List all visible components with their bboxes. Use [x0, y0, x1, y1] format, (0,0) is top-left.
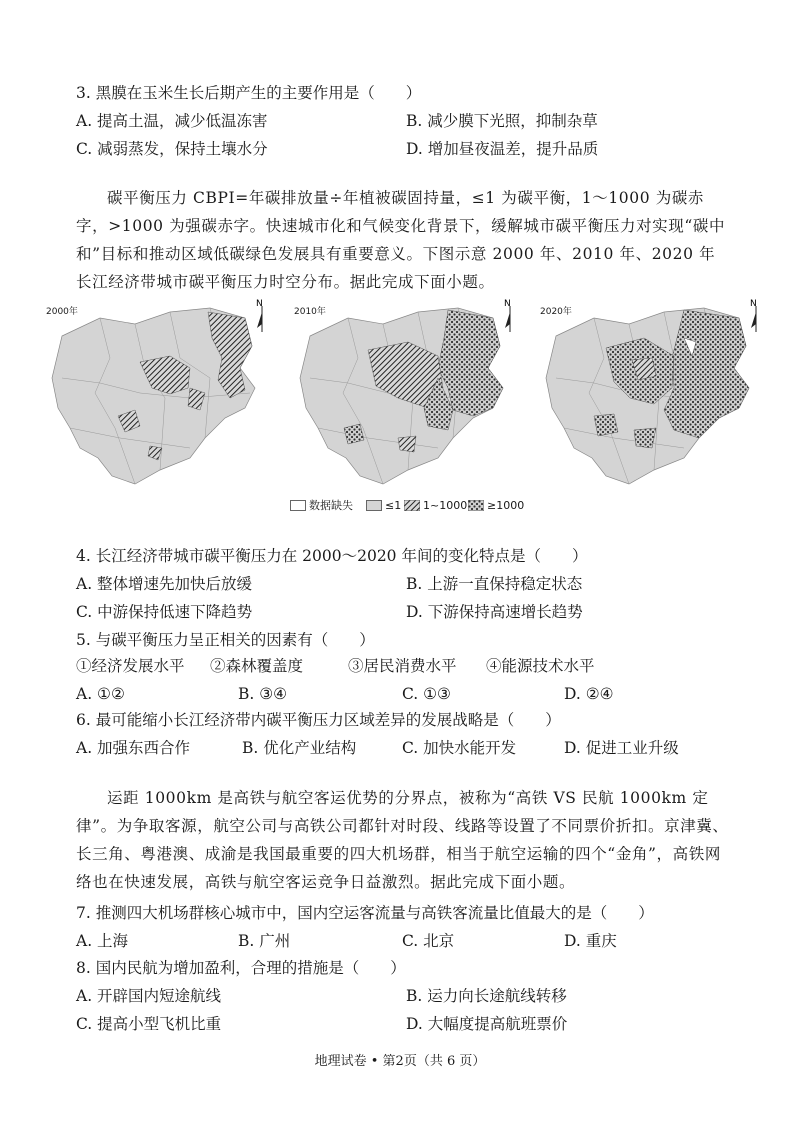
q3-stem: 3. 黑膜在玉米生长后期产生的主要作用是（ ） [76, 84, 422, 102]
q4-option-c[interactable]: C. 中游保持低速下降趋势 [76, 603, 253, 621]
q5-factor-1: ①经济发展水平 [76, 657, 185, 675]
legend-swatch-missing [290, 500, 306, 511]
q5-option-c[interactable]: C. ①③ [402, 685, 451, 703]
q5-option-d[interactable]: D. ②④ [564, 685, 614, 703]
q6-stem: 6. 最可能缩小长江经济带内碳平衡压力区域差异的发展战略是（ ） [76, 711, 561, 729]
legend-label-1-1000: 1~1000 [423, 498, 468, 512]
legend-label-missing: 数据缺失 [309, 499, 353, 512]
q8-option-a[interactable]: A. 开辟国内短途航线 [76, 987, 222, 1005]
q4-option-a[interactable]: A. 整体增速先加快后放缓 [76, 575, 253, 593]
map-2020-svg [534, 298, 770, 496]
q7-option-b[interactable]: B. 广州 [238, 932, 291, 950]
q5-stem: 5. 与碳平衡压力呈正相关的因素有（ ） [76, 631, 375, 649]
map-year-2020: 2020年 [540, 307, 572, 317]
passage-rail-vs-air: 运距 1000km 是高铁与航空客运优势的分界点，被称为“高铁 VS 民航 1000km 定律”。为争取客源，航空公司与高铁公司都针对时段、线路等设置了不同票价折扣。京津冀、长三角、粤港澳、成渝是我国最重要的四大机场群，相当于航空运输的四个“金角”，高铁网络也在快速发展，高铁与航空客运竞争日益激烈。据此完成下面小题。 [76, 789, 729, 891]
carbon-pressure-maps [40, 298, 770, 496]
legend-item-missing [290, 497, 353, 513]
map-year-2000: 2000年 [46, 307, 78, 317]
legend-label-ge1000: ≥1000 [487, 498, 525, 512]
map-year-2010: 2010年 [294, 307, 326, 317]
q3-option-d[interactable]: D. 增加昼夜温差，提升品质 [406, 140, 599, 158]
q6-option-c[interactable]: C. 加快水能开发 [402, 739, 517, 757]
q3-option-c[interactable]: C. 减弱蒸发，保持土壤水分 [76, 140, 268, 158]
q5-factor-4: ④能源技术水平 [486, 657, 595, 675]
q6-option-d[interactable]: D. 促进工业升级 [564, 739, 679, 757]
q4-option-b[interactable]: B. 上游一直保持稳定状态 [406, 575, 583, 593]
north-arrow-2000: N [256, 299, 263, 309]
q8-option-b[interactable]: B. 运力向长途航线转移 [406, 987, 567, 1005]
q6-option-a[interactable]: A. 加强东西合作 [76, 739, 191, 757]
north-arrow-2010: N [504, 299, 511, 309]
map-2020 [534, 298, 770, 496]
north-arrow-2020: N [750, 299, 757, 309]
q7-stem: 7. 推测四大机场群核心城市中，国内空运客流量与高铁客流量比值最大的是（ ） [76, 904, 654, 922]
q5-option-a[interactable]: A. ①② [76, 685, 125, 703]
q5-option-b[interactable]: B. ③④ [238, 685, 288, 703]
legend-label-le1: ≤1 [385, 498, 402, 512]
legend-swatch-hatch [404, 500, 420, 511]
legend-swatch-dots [468, 500, 484, 511]
q8-option-d[interactable]: D. 大幅度提高航班票价 [406, 1015, 568, 1033]
q7-option-a[interactable]: A. 上海 [76, 932, 129, 950]
q4-option-d[interactable]: D. 下游保持高速增长趋势 [406, 603, 583, 621]
legend-swatch-le1 [366, 500, 382, 511]
q8-stem: 8. 国内民航为增加盈利，合理的措施是（ ） [76, 959, 406, 977]
q7-option-c[interactable]: C. 北京 [402, 932, 455, 950]
q3-option-b[interactable]: B. 减少膜下光照，抑制杂草 [406, 112, 598, 130]
q5-factor-3: ③居民消费水平 [348, 657, 457, 675]
legend-item-le1 [366, 497, 401, 513]
legend-item-1-1000 [404, 497, 467, 513]
q5-factor-2: ②森林覆盖度 [210, 657, 304, 675]
map-2010-svg [288, 298, 524, 496]
map-2000 [40, 298, 276, 496]
q7-option-d[interactable]: D. 重庆 [564, 932, 617, 950]
passage-carbon-balance: 碳平衡压力 CBPI=年碳排放量÷年植被碳固持量，≤1 为碳平衡，1～1000 为碳赤字，>1000 为强碳赤字。快速城市化和气候变化背景下，缓解城市碳平衡压力对实现“碳中和”目标和推动区域低碳绿色发展具有重要意义。下图示意 2000 年、2010 年、2020 年长江经济带城市碳平衡压力时空分布。据此完成下面小题。 [76, 189, 726, 291]
q8-option-c[interactable]: C. 提高小型飞机比重 [76, 1015, 222, 1033]
q6-option-b[interactable]: B. 优化产业结构 [242, 739, 357, 757]
q3-option-a[interactable]: A. 提高土温，减少低温冻害 [76, 112, 268, 130]
map-2010 [288, 298, 524, 496]
page-footer: 地理试卷 • 第2页（共 6 页） [314, 1054, 486, 1069]
map-legend [290, 497, 530, 515]
map-2000-svg [40, 298, 276, 496]
q4-stem: 4. 长江经济带城市碳平衡压力在 2000～2020 年间的变化特点是（ ） [76, 547, 588, 565]
legend-item-ge1000 [468, 497, 524, 513]
